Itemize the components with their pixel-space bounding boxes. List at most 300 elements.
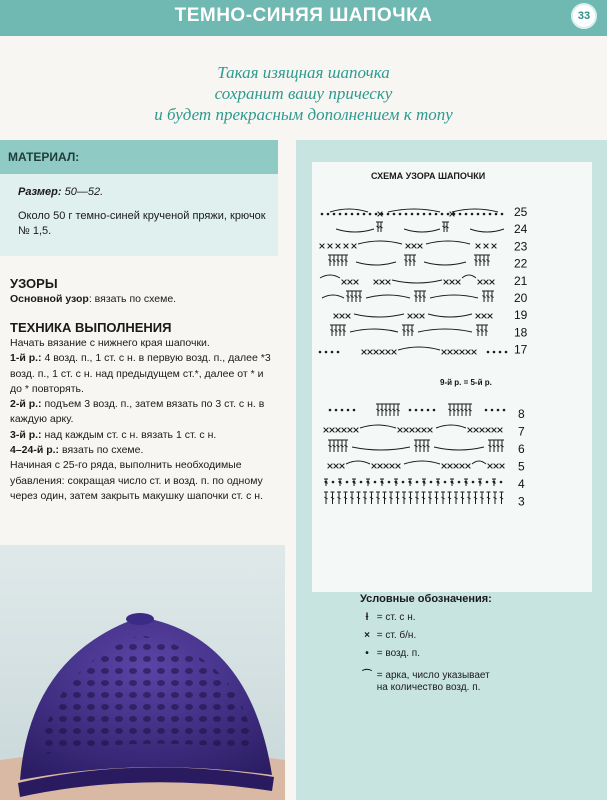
double-crochet-mark	[478, 479, 482, 486]
double-crochet-mark	[366, 479, 370, 486]
single-crochet-mark	[354, 280, 359, 285]
chain-mark	[495, 213, 498, 216]
arc-mark	[418, 329, 472, 332]
chain-mark	[357, 213, 360, 216]
arc-mark	[356, 262, 396, 265]
double-crochet-mark	[441, 492, 445, 504]
chain-mark	[416, 481, 419, 484]
arc-mark	[336, 229, 374, 232]
chain-mark	[444, 481, 447, 484]
single-crochet-mark	[418, 244, 423, 249]
single-crochet-mark	[380, 280, 385, 285]
arc-mark	[352, 447, 410, 450]
row4-label: 4–24-й р.:	[10, 444, 60, 457]
single-crochet-mark	[494, 464, 499, 469]
double-crochet-mark	[370, 492, 374, 504]
chain-mark	[465, 213, 468, 216]
double-crochet-mark	[332, 255, 336, 266]
arc-mark	[330, 209, 368, 212]
single-crochet-mark	[374, 350, 379, 355]
double-crochet-mark	[337, 492, 341, 504]
row-number: 24	[514, 222, 528, 237]
double-crochet-mark	[415, 492, 419, 504]
single-crochet-mark	[348, 428, 353, 433]
double-crochet-mark	[336, 255, 340, 266]
chain-mark	[374, 481, 377, 484]
single-crochet-mark	[478, 280, 483, 285]
chain-mark	[402, 481, 405, 484]
chain-mark	[441, 213, 444, 216]
chain-mark	[325, 351, 328, 354]
single-crochet-mark	[342, 280, 347, 285]
double-crochet-mark	[376, 404, 380, 416]
double-crochet-mark	[461, 492, 465, 504]
double-crochet-mark	[478, 255, 482, 266]
single-crochet-mark	[442, 350, 447, 355]
double-crochet-mark	[350, 291, 354, 302]
arc-mark	[346, 461, 370, 464]
chain-mark	[346, 481, 349, 484]
single-crochet-mark	[412, 244, 417, 249]
single-crochet-mark	[488, 464, 493, 469]
row2-label: 2-й р.:	[10, 398, 42, 411]
single-crochet-mark	[342, 428, 347, 433]
single-crochet-mark	[468, 428, 473, 433]
double-crochet-mark	[448, 492, 452, 504]
chain-mark	[387, 213, 390, 216]
single-crochet-icon: ×	[364, 630, 370, 641]
chain-mark	[500, 481, 503, 484]
chain-mark	[369, 213, 372, 216]
single-crochet-mark	[448, 464, 453, 469]
double-crochet-mark	[406, 325, 410, 336]
arc-mark	[436, 425, 466, 428]
double-crochet-mark	[383, 492, 387, 504]
chain-mark	[363, 213, 366, 216]
double-crochet-mark	[414, 440, 418, 452]
row-number: 22	[514, 256, 528, 271]
tagline-line-1: Такая изящная шапочка	[217, 63, 390, 82]
arc-mark	[434, 447, 484, 450]
single-crochet-mark	[414, 314, 419, 319]
chain-mark	[360, 481, 363, 484]
arc-mark	[452, 209, 498, 212]
single-crochet-mark	[354, 428, 359, 433]
chain-mark	[487, 351, 490, 354]
double-crochet-mark	[450, 479, 454, 486]
arc-mark	[398, 347, 440, 350]
chain-mark	[409, 409, 412, 412]
chain-mark	[483, 213, 486, 216]
chain-mark	[319, 351, 322, 354]
single-crochet-mark	[320, 244, 325, 249]
single-crochet-mark	[372, 464, 377, 469]
double-crochet-mark	[376, 492, 380, 504]
single-crochet-mark	[328, 464, 333, 469]
double-crochet-mark	[422, 479, 426, 486]
row-number: 17	[514, 342, 528, 357]
tagline-line-2: сохранит вашу прическу	[214, 84, 393, 103]
main-pattern-label: Основной узор	[10, 293, 89, 305]
double-crochet-mark	[332, 440, 336, 452]
double-crochet-mark	[404, 255, 408, 266]
chain-mark	[430, 481, 433, 484]
single-crochet-mark	[454, 464, 459, 469]
single-crochet-mark	[324, 428, 329, 433]
single-crochet-mark	[334, 314, 339, 319]
arc-icon: ⌒	[362, 670, 372, 681]
single-crochet-mark	[368, 350, 373, 355]
material-label: МАТЕРИАЛ:	[8, 150, 80, 164]
row1-label: 1-й р.:	[10, 352, 42, 365]
chain-mark	[471, 213, 474, 216]
single-crochet-mark	[428, 428, 433, 433]
chain-mark	[497, 409, 500, 412]
chain-mark	[351, 213, 354, 216]
double-crochet-mark	[396, 404, 400, 416]
double-crochet-mark	[342, 325, 346, 336]
single-crochet-mark	[490, 280, 495, 285]
chain-mark	[503, 409, 506, 412]
single-crochet-mark	[466, 464, 471, 469]
double-crochet-mark	[492, 479, 496, 486]
double-crochet-mark	[456, 404, 460, 416]
arc-mark	[354, 314, 404, 317]
single-crochet-mark	[334, 464, 339, 469]
double-crochet-mark	[409, 492, 413, 504]
double-crochet-mark	[396, 492, 400, 504]
single-crochet-mark	[340, 464, 345, 469]
double-crochet-mark	[394, 479, 398, 486]
chain-mark	[417, 213, 420, 216]
chain-mark	[435, 213, 438, 216]
row-number: 3	[518, 494, 525, 509]
chain-mark	[341, 409, 344, 412]
double-crochet-mark	[474, 255, 478, 266]
arc-mark	[320, 275, 340, 278]
single-crochet-mark	[374, 280, 379, 285]
single-crochet-mark	[416, 428, 421, 433]
chain-mark	[499, 351, 502, 354]
double-crochet-mark	[338, 325, 342, 336]
double-crochet-mark	[380, 479, 384, 486]
arc-mark	[388, 209, 440, 212]
single-crochet-mark	[484, 244, 489, 249]
chain-mark	[337, 351, 340, 354]
chain-mark	[485, 409, 488, 412]
technique-intro: Начать вязание с нижнего края шапочки.	[10, 337, 210, 349]
double-crochet-mark	[346, 291, 350, 302]
patterns-heading: УЗОРЫ	[10, 276, 58, 291]
single-crochet-mark	[476, 244, 481, 249]
double-crochet-mark	[422, 291, 426, 302]
chain-mark	[399, 213, 402, 216]
double-crochet-mark	[488, 440, 492, 452]
single-crochet-mark	[444, 280, 449, 285]
arc-mark	[462, 275, 476, 278]
single-crochet-mark	[390, 464, 395, 469]
chain-mark	[327, 213, 330, 216]
row-number: 6	[518, 442, 525, 456]
page-title: ТЕМНО-СИНЯЯ ШАПОЧКА	[174, 5, 433, 26]
chain-mark	[375, 213, 378, 216]
double-crochet-mark	[328, 440, 332, 452]
row4-text: вязать по схеме.	[59, 444, 144, 457]
double-crochet-mark	[340, 440, 344, 452]
size-value: 50—52.	[64, 186, 104, 198]
single-crochet-mark	[336, 428, 341, 433]
chain-mark	[433, 409, 436, 412]
row-number: 8	[518, 407, 525, 421]
arc-mark	[426, 241, 470, 244]
arc-mark	[428, 314, 472, 317]
double-crochet-mark	[486, 255, 490, 266]
double-crochet-mark	[442, 222, 446, 232]
tagline-line-3: и будет прекрасным дополнением к топу	[154, 105, 453, 124]
double-crochet-mark	[422, 492, 426, 504]
single-crochet-mark	[362, 350, 367, 355]
double-crochet-mark	[428, 492, 432, 504]
arc-mark	[360, 425, 396, 428]
double-crochet-mark	[414, 291, 418, 302]
single-crochet-mark	[466, 350, 471, 355]
chain-mark	[415, 409, 418, 412]
double-crochet-mark	[493, 492, 497, 504]
single-crochet-mark	[492, 428, 497, 433]
chain-mark	[321, 213, 324, 216]
single-crochet-mark	[406, 244, 411, 249]
double-crochet-mark	[352, 479, 356, 486]
double-crochet-mark	[496, 440, 500, 452]
double-crochet-mark	[467, 492, 471, 504]
single-crochet-mark	[484, 280, 489, 285]
single-crochet-mark	[410, 428, 415, 433]
single-crochet-mark	[328, 244, 333, 249]
chain-mark	[423, 213, 426, 216]
double-crochet-mark	[482, 291, 486, 302]
arc-mark	[424, 262, 466, 265]
single-crochet-mark	[474, 428, 479, 433]
single-crochet-mark	[450, 280, 455, 285]
double-crochet-mark	[500, 492, 504, 504]
row-number: 4	[518, 477, 525, 491]
single-crochet-mark	[488, 314, 493, 319]
chain-mark	[447, 213, 450, 216]
legend-item-dc: ƚ = ст. с н.	[360, 612, 416, 623]
double-crochet-mark	[490, 291, 494, 302]
double-crochet-mark	[340, 255, 344, 266]
double-crochet-mark	[476, 325, 480, 336]
row-number: 19	[514, 308, 528, 323]
single-crochet-mark	[456, 280, 461, 285]
double-crochet-mark	[388, 404, 392, 416]
chain-mark	[472, 481, 475, 484]
double-crochet-mark	[402, 325, 406, 336]
double-crochet-mark	[344, 255, 348, 266]
arc-mark	[404, 229, 440, 232]
double-crochet-mark	[468, 404, 472, 416]
chain-icon: •	[365, 648, 369, 659]
row-number: 23	[514, 239, 528, 254]
double-crochet-mark	[384, 404, 388, 416]
row-number: 25	[514, 205, 528, 219]
double-crochet-mark	[422, 440, 426, 452]
single-crochet-mark	[486, 428, 491, 433]
technique-heading: ТЕХНИКА ВЫПОЛНЕНИЯ	[10, 320, 172, 335]
double-crochet-mark	[331, 492, 335, 504]
single-crochet-mark	[492, 244, 497, 249]
double-crochet-mark	[376, 222, 380, 232]
single-crochet-mark	[352, 244, 357, 249]
single-crochet-mark	[340, 314, 345, 319]
row-number: 18	[514, 325, 528, 340]
single-crochet-mark	[404, 428, 409, 433]
double-crochet-mark	[338, 479, 342, 486]
chain-mark	[491, 409, 494, 412]
double-crochet-mark	[336, 440, 340, 452]
double-crochet-mark	[324, 479, 328, 486]
single-crochet-mark	[482, 314, 487, 319]
double-crochet-mark	[464, 479, 468, 486]
single-crochet-mark	[344, 244, 349, 249]
double-crochet-mark	[500, 440, 504, 452]
size-label: Размер:	[18, 186, 62, 198]
double-crochet-mark	[452, 404, 456, 416]
chart-title: СХЕМА УЗОРА ШАПОЧКИ	[371, 171, 486, 181]
arc-mark	[472, 461, 486, 464]
arc-mark	[366, 295, 410, 298]
repeat-note: 9-й р. = 5-й р.	[440, 378, 492, 387]
chain-mark	[332, 481, 335, 484]
double-crochet-mark	[418, 291, 422, 302]
chain-mark	[477, 213, 480, 216]
chain-mark	[459, 213, 462, 216]
single-crochet-mark	[384, 464, 389, 469]
double-crochet-mark	[436, 479, 440, 486]
legend-item-ch: • = возд. п.	[360, 648, 420, 659]
double-crochet-mark	[435, 492, 439, 504]
chain-mark	[501, 213, 504, 216]
arc-mark	[350, 329, 398, 332]
yarn-text: Около 50 г темно-синей крученой пряжи, крючок № 1,5.	[18, 210, 266, 237]
double-crochet-mark	[402, 492, 406, 504]
double-crochet-mark	[460, 404, 464, 416]
single-crochet-mark	[346, 314, 351, 319]
chain-mark	[458, 481, 461, 484]
double-crochet-mark	[380, 404, 384, 416]
chain-mark	[353, 409, 356, 412]
row3-label: 3-й р.:	[10, 428, 42, 441]
main-pattern-text: : вязать по схеме.	[88, 293, 177, 305]
double-crochet-mark	[484, 325, 488, 336]
arc-mark	[430, 295, 478, 298]
single-crochet-mark	[498, 428, 503, 433]
double-crochet-mark	[344, 492, 348, 504]
single-crochet-mark	[336, 244, 341, 249]
double-crochet-mark	[324, 492, 328, 504]
double-crochet-mark	[412, 255, 416, 266]
chain-mark	[331, 351, 334, 354]
row1-text: 4 возд. п., 1 ст. с н. в первую возд. п., далее *3 возд. п., 1 ст. с н. над предыдущем ст.*, далее от * и до * повторять.	[10, 352, 271, 395]
double-crochet-mark	[487, 492, 491, 504]
double-crochet-mark	[363, 492, 367, 504]
single-crochet-mark	[398, 428, 403, 433]
single-crochet-mark	[476, 314, 481, 319]
row-number: 7	[518, 424, 525, 439]
double-crochet-mark	[454, 492, 458, 504]
chain-mark	[339, 213, 342, 216]
chain-mark	[333, 213, 336, 216]
single-crochet-mark	[460, 464, 465, 469]
double-crochet-mark	[464, 404, 468, 416]
chain-mark	[421, 409, 424, 412]
double-crochet-mark	[418, 440, 422, 452]
legend-item-sc: × = ст. б/н.	[360, 630, 416, 641]
single-crochet-mark	[454, 350, 459, 355]
chain-mark	[429, 213, 432, 216]
double-crochet-mark	[330, 325, 334, 336]
double-crochet-mark	[392, 404, 396, 416]
single-crochet-mark	[442, 464, 447, 469]
legend-title: Условные обозначения:	[360, 593, 492, 605]
row3-text: над каждым ст. с н. вязать 1 ст. с н.	[41, 428, 217, 441]
double-crochet-mark	[408, 479, 412, 486]
arc-mark	[358, 241, 402, 244]
single-crochet-mark	[500, 464, 505, 469]
single-crochet-mark	[480, 428, 485, 433]
chain-mark	[388, 481, 391, 484]
single-crochet-mark	[392, 350, 397, 355]
chain-mark	[393, 213, 396, 216]
double-crochet-mark	[486, 291, 490, 302]
double-crochet-mark	[358, 291, 362, 302]
arc-mark	[392, 280, 442, 283]
double-crochet-mark	[426, 440, 430, 452]
row-number: 20	[514, 291, 528, 305]
double-crochet-mark	[408, 255, 412, 266]
double-crochet-mark	[480, 325, 484, 336]
chain-mark	[489, 213, 492, 216]
double-crochet-mark	[354, 291, 358, 302]
double-crochet-mark	[350, 492, 354, 504]
chain-mark	[329, 409, 332, 412]
double-crochet-mark	[492, 440, 496, 452]
single-crochet-mark	[348, 280, 353, 285]
single-crochet-mark	[378, 464, 383, 469]
double-crochet-mark	[379, 222, 383, 232]
row-number: 21	[514, 273, 528, 288]
double-crochet-mark	[482, 255, 486, 266]
chain-mark	[335, 409, 338, 412]
single-crochet-mark	[396, 464, 401, 469]
row2-text: подъем 3 возд. п., затем вязать по 3 ст. с н. в каждую арку.	[10, 398, 265, 426]
single-crochet-mark	[330, 428, 335, 433]
arc-mark	[404, 461, 440, 464]
double-crochet-mark	[328, 255, 332, 266]
double-crochet-mark	[344, 440, 348, 452]
single-crochet-mark	[386, 280, 391, 285]
double-crochet-mark	[389, 492, 393, 504]
double-crochet-mark	[410, 325, 414, 336]
single-crochet-mark	[380, 350, 385, 355]
chain-mark	[411, 213, 414, 216]
double-crochet-mark	[357, 492, 361, 504]
legend-item-arc-note: на количество возд. п.	[376, 682, 481, 693]
double-crochet-mark	[334, 325, 338, 336]
single-crochet-mark	[408, 314, 413, 319]
single-crochet-mark	[422, 428, 427, 433]
double-crochet-mark	[448, 404, 452, 416]
